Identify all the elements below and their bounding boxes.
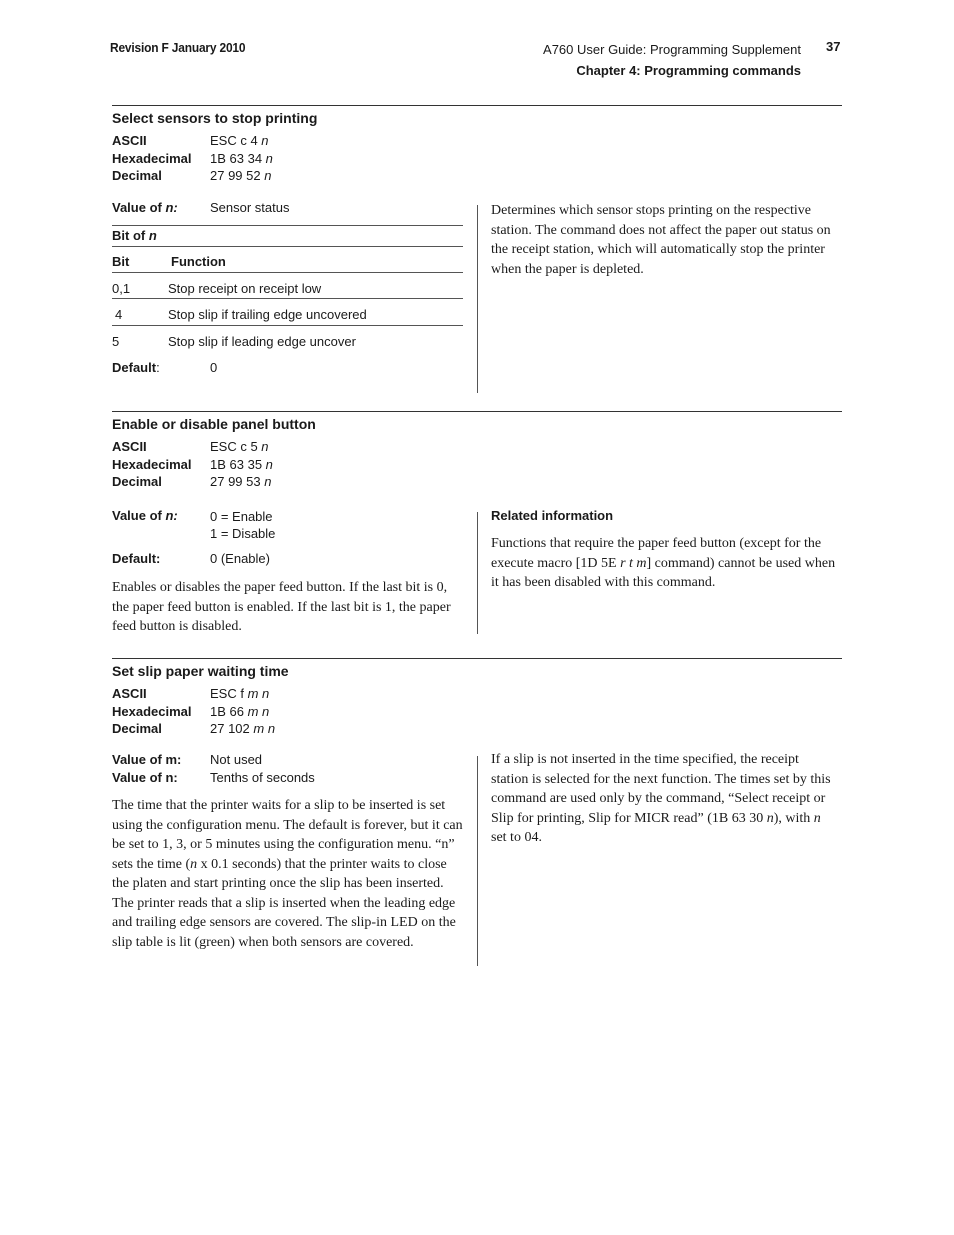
revision-label: Revision F January 2010 <box>110 40 246 55</box>
section-title: Set slip paper waiting time <box>112 663 289 679</box>
ascii-value: ESC c 5 <box>210 439 262 454</box>
default-label: Default: <box>112 551 161 566</box>
value-m-label: Value of m: <box>112 752 182 767</box>
ascii-label: ASCII <box>112 439 147 454</box>
default-value: 0 (Enable) <box>210 551 270 566</box>
related-info-text: Functions that require the paper feed button (except for the execute macro [1D 5E r t m] command) cannot be used when it has been disabled with this command. <box>491 536 836 590</box>
page-number: 37 <box>826 39 841 54</box>
default-label: Default: <box>112 360 160 375</box>
decimal-label: Decimal <box>112 721 162 736</box>
param: n <box>265 456 273 472</box>
table-cell-bit: 5 <box>112 334 120 349</box>
table-cell-function: Stop slip if leading edge uncover <box>168 334 356 349</box>
column-divider <box>477 205 478 393</box>
param: n <box>261 133 269 148</box>
table-cell-function: Stop slip if trailing edge uncovered <box>168 307 367 322</box>
value-of-values <box>210 508 275 542</box>
ascii-value: ESC c 4 <box>210 133 262 148</box>
param: m n <box>253 721 276 736</box>
hex-value: 1B 66 <box>210 703 248 719</box>
table-cell-function: Stop receipt on receipt low <box>168 281 322 296</box>
section-title: Enable or disable panel button <box>112 416 316 432</box>
decimal-value: 27 99 53 <box>210 474 265 489</box>
hex-label: Hexadecimal <box>112 703 192 719</box>
decimal-value: 27 102 <box>210 721 254 736</box>
column-divider <box>477 512 478 634</box>
section-divider <box>112 411 842 412</box>
hex-value: 1B 63 35 <box>210 456 266 472</box>
value-of-label: Value of n: <box>112 508 178 523</box>
col-function-header: Function <box>171 254 226 269</box>
description-text: Determines which sensor stops printing on the respective station. The command does not affect the paper out status on the receipt station, which will automatically stop the printer when the paper is depleted. <box>491 203 831 277</box>
param: n <box>265 150 273 166</box>
body-text: The time that the printer waits for a slip to be inserted is set using the configuration menu. The default is forever, but it can be set to 1, 3, or 5 minutes using the configuration menu. “n” sets the time (n x 0.1 seconds) that the printer waits to close the platen and start printing once the slip has been inserted. The printer reads that a slip is inserted when the leading edge and trailing edge sensors are covered. The slip-in LED on the slip table is lit (green) when both sensors are covered. <box>112 798 463 950</box>
table-rule <box>112 225 463 226</box>
param: m n <box>247 686 270 701</box>
command-codes <box>112 132 273 185</box>
chapter-title: Chapter 4: Programming commands <box>576 63 801 78</box>
guide-title: A760 User Guide: Programming Supplement <box>543 42 801 57</box>
decimal-label: Decimal <box>112 474 162 489</box>
param: n <box>261 439 269 454</box>
ascii-label: ASCII <box>112 686 147 701</box>
param: n <box>264 474 272 489</box>
table-rule <box>112 246 463 247</box>
running-header <box>543 39 801 81</box>
param: m n <box>247 703 270 719</box>
col-bit-header: Bit <box>112 254 130 269</box>
value-m-value: Not used <box>210 752 263 767</box>
table-cell-bit: 0,1 <box>112 281 131 296</box>
hex-label: Hexadecimal <box>112 456 192 472</box>
value-params <box>112 751 315 786</box>
table-cell-bit: 4 <box>115 307 123 322</box>
param: n <box>264 168 272 183</box>
section-divider <box>112 105 842 106</box>
table-rule <box>112 325 463 326</box>
default-value: 0 <box>210 360 218 375</box>
column-divider <box>477 756 478 966</box>
command-codes <box>112 685 275 738</box>
decimal-label: Decimal <box>112 168 162 183</box>
value-line: 1 = Disable <box>210 526 276 541</box>
value-of-value: Sensor status <box>210 200 290 215</box>
ascii-value: ESC f <box>210 686 248 701</box>
section-title: Select sensors to stop printing <box>112 110 318 126</box>
value-n-value: Tenths of seconds <box>210 769 315 785</box>
value-of-label: Value of n: <box>112 200 178 215</box>
ascii-label: ASCII <box>112 133 147 148</box>
value-n-label: Value of n: <box>112 769 178 785</box>
bit-of-header: Bit of n <box>112 228 157 243</box>
right-column-text: If a slip is not inserted in the time specified, the receipt station is selected for the next function. The times set by this command are used only by the command, “Select receipt or Slip for printing, Slip for MICR read” (1B 63 30 n), with n set to 04. <box>491 752 831 845</box>
hex-value: 1B 63 34 <box>210 150 266 166</box>
decimal-value: 27 99 52 <box>210 168 265 183</box>
related-info-title: Related information <box>491 508 614 523</box>
value-line: 0 = Enable <box>210 509 273 524</box>
command-codes <box>112 438 273 491</box>
table-rule <box>112 272 463 273</box>
body-text: Enables or disables the paper feed button. If the last bit is 0, the paper feed button is enabled. If the last bit is 1, the paper feed button is disabled. <box>112 580 451 634</box>
section-divider <box>112 658 842 659</box>
hex-label: Hexadecimal <box>112 150 192 166</box>
table-rule <box>112 298 463 299</box>
